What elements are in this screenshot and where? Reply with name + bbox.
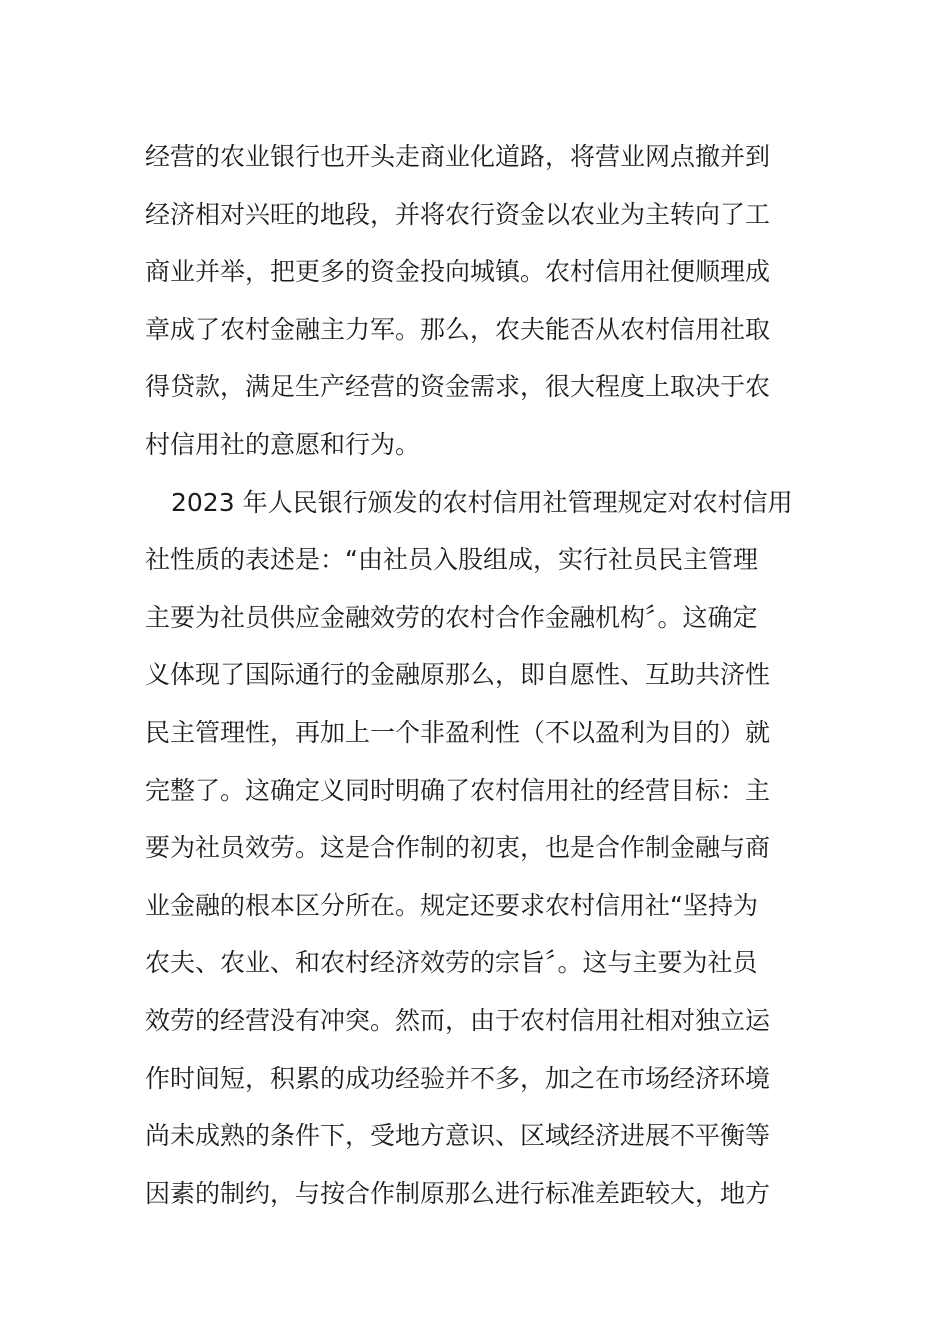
text-line: 社性质的表述是：“由社员入股组成，实行社员民主管理 — [145, 545, 758, 575]
text-line: 作时间短，积累的成功经验并不多，加之在市场经济环境 — [145, 1063, 771, 1093]
text-line: 效劳的经营没有冲突。然而，由于农村信用社相对独立运 — [145, 1005, 771, 1035]
text-line: 义体现了国际通行的金融原那么，即自愿性、互助共济性 — [145, 660, 771, 690]
text-line: 要为社员效劳。这是合作制的初衷，也是合作制金融与商 — [145, 833, 771, 863]
text-line: 业金融的根本区分所在。规定还要求农村信用社“坚持为 — [145, 890, 758, 920]
text-line: 经营的农业银行也开头走商业化道路，将营业网点撤并到 — [145, 142, 771, 171]
text-line: 农夫、农业、和农村经济效劳的宗旨〞。这与主要为社员 — [145, 948, 758, 978]
paragraph-start-line: 2023 年人民银行颁发的农村信用社管理规定对农村信用 — [171, 487, 793, 517]
text-line: 经济相对兴旺的地段，并将农行资金以农业为主转向了工 — [145, 199, 771, 229]
text-line: 完整了。这确定义同时明确了农村信用社的经营目标：主 — [145, 775, 771, 805]
text-line: 村信用社的意愿和行为。 — [145, 429, 421, 459]
text-line: 民主管理性，再加上一个非盈利性（不以盈利为目的）就 — [145, 717, 771, 747]
text-line: 得贷款，满足生产经营的资金需求，很大程度上取决于农 — [145, 372, 771, 402]
body-text — [145, 128, 815, 1222]
text-line: 因素的制约，与按合作制原那么进行标准差距较大，地方 — [145, 1178, 771, 1208]
text-line: 主要为社员供应金融效劳的农村合作金融机构〞。这确定 — [145, 602, 758, 632]
text-line: 章成了农村金融主力军。那么，农夫能否从农村信用社取 — [145, 314, 771, 344]
text-line: 尚未成熟的条件下，受地方意识、区域经济进展不平衡等 — [145, 1121, 771, 1151]
text-line: 商业并举，把更多的资金投向城镇。农村信用社便顺理成 — [145, 257, 771, 287]
